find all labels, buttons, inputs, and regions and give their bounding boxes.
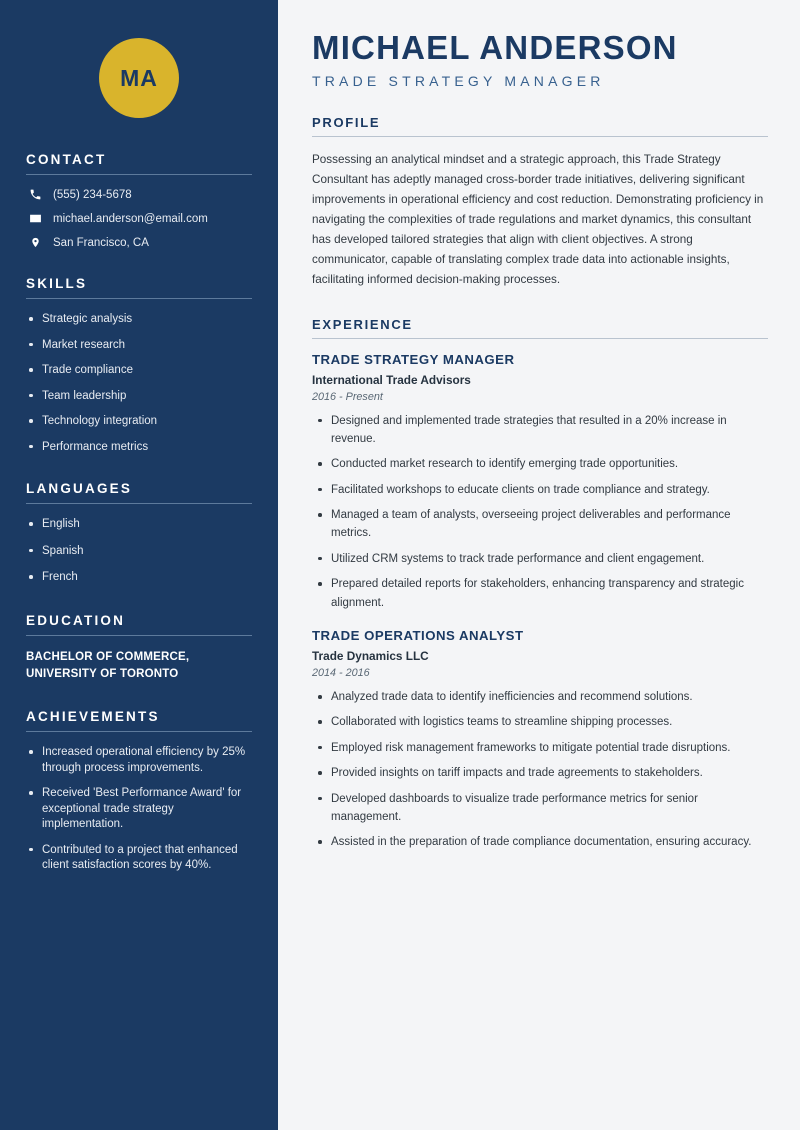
- contact-divider: [26, 174, 252, 175]
- list-item: Employed risk management frameworks to mitigate potential trade disruptions.: [314, 739, 768, 757]
- list-item: Trade compliance: [26, 363, 252, 379]
- contact-phone-row: [26, 188, 252, 201]
- languages-heading: LANGUAGES: [26, 481, 133, 497]
- education-divider: [26, 635, 252, 636]
- experience-heading: EXPERIENCE: [312, 316, 413, 332]
- email-icon: [26, 212, 44, 225]
- skills-divider: [26, 298, 252, 299]
- avatar-container: [0, 0, 278, 152]
- sidebar-section-contact: [0, 152, 278, 249]
- list-item: Contributed to a project that enhanced client satisfaction scores by 40%.: [26, 843, 252, 874]
- achievements-divider: [26, 731, 252, 732]
- job-bullet-list: [312, 412, 768, 613]
- languages-list: [26, 517, 252, 586]
- list-item: Assisted in the preparation of trade compliance documentation, ensuring accuracy.: [314, 833, 768, 851]
- spacer: [0, 260, 278, 276]
- list-item: Designed and implemented trade strategies that resulted in a 20% increase in revenue.: [314, 412, 768, 449]
- list-item: Facilitated workshops to educate clients on trade compliance and strategy.: [314, 481, 768, 499]
- languages-divider: [26, 503, 252, 504]
- list-item: Performance metrics: [26, 440, 252, 456]
- sidebar-section-achievements: [0, 709, 278, 874]
- list-item: Spanish: [26, 544, 252, 560]
- list-item: Managed a team of analysts, overseeing project deliverables and performance metrics.: [314, 506, 768, 543]
- spacer: [0, 465, 278, 481]
- list-item: English: [26, 517, 252, 533]
- job-dates: 2014 - 2016: [312, 667, 370, 680]
- job-company: International Trade Advisors: [312, 372, 471, 387]
- sidebar-section-skills: [0, 276, 278, 455]
- contact-location-row: [26, 236, 252, 249]
- profile-text: Possessing an analytical mindset and a strategic approach, this Trade Strategy Consultant has adeptly managed cross-border trade initiatives, delivering significant improvements in operational efficiency and cost reduction. Demonstrating proficiency in navigating the complexities of trade regulations and market dynamics, this consultant has developed tailored strategies that align with client objectives. A strong communicator, capable of translating complex trade data into actionable insights, facilitating informed decision-making processes.: [312, 152, 764, 287]
- list-item: Collaborated with logistics teams to streamline shipping processes.: [314, 713, 768, 731]
- education-heading: EDUCATION: [26, 612, 126, 628]
- profile-heading: PROFILE: [312, 114, 381, 130]
- experience-entry: [312, 628, 768, 852]
- spacer: [0, 687, 278, 709]
- job-company: Trade Dynamics LLC: [312, 649, 429, 664]
- spacer: [0, 597, 278, 613]
- list-item: Prepared detailed reports for stakeholders, enhancing transparency and strategic alignment.: [314, 575, 768, 612]
- job-dates: 2016 - Present: [312, 390, 383, 403]
- location-icon: [26, 236, 44, 249]
- contact-email-value: michael.anderson@email.com: [53, 212, 208, 225]
- list-item: Provided insights on tariff impacts and trade agreements to stakeholders.: [314, 764, 768, 782]
- sidebar-section-languages: [0, 481, 278, 586]
- sidebar: [0, 0, 278, 1130]
- list-item: Technology integration: [26, 414, 252, 430]
- job-role: TRADE STRATEGY MANAGER: [312, 351, 515, 367]
- list-item: Increased operational efficiency by 25% through process improvements.: [26, 745, 252, 776]
- list-item: Analyzed trade data to identify inefficiencies and recommend solutions.: [314, 688, 768, 706]
- header-job-title: TRADE STRATEGY MANAGER: [312, 72, 605, 89]
- list-item: Strategic analysis: [26, 312, 252, 328]
- main-content: [278, 0, 800, 1130]
- profile-divider: [312, 136, 768, 137]
- job-bullet-list: [312, 688, 768, 852]
- achievements-heading: ACHIEVEMENTS: [26, 709, 160, 725]
- contact-email-row: [26, 212, 252, 225]
- job-role: TRADE OPERATIONS ANALYST: [312, 628, 524, 644]
- list-item: Team leadership: [26, 389, 252, 405]
- avatar: MA: [99, 38, 179, 118]
- education-item: BACHELOR OF COMMERCE, UNIVERSITY OF TORONTO: [26, 650, 190, 680]
- skills-heading: SKILLS: [26, 276, 88, 291]
- achievements-list: [26, 745, 252, 874]
- phone-icon: [26, 188, 44, 201]
- list-item: Conducted market research to identify emerging trade opportunities.: [314, 455, 768, 473]
- list-item: Market research: [26, 338, 252, 354]
- skills-list: [26, 312, 252, 455]
- list-item: Received 'Best Performance Award' for exceptional trade strategy implementation.: [26, 786, 252, 833]
- contact-location-value: San Francisco, CA: [53, 236, 149, 249]
- experience-divider: [312, 338, 768, 339]
- section-profile: [312, 115, 768, 291]
- experience-entry: [312, 352, 768, 613]
- section-experience: [312, 317, 768, 852]
- contact-phone-value: (555) 234-5678: [53, 188, 132, 201]
- list-item: Developed dashboards to visualize trade performance metrics for senior management.: [314, 790, 768, 827]
- contact-heading: CONTACT: [26, 152, 107, 167]
- page-title: MICHAEL ANDERSON: [312, 29, 678, 66]
- sidebar-section-education: [0, 613, 278, 684]
- list-item: Utilized CRM systems to track trade performance and client engagement.: [314, 550, 768, 568]
- list-item: French: [26, 570, 252, 586]
